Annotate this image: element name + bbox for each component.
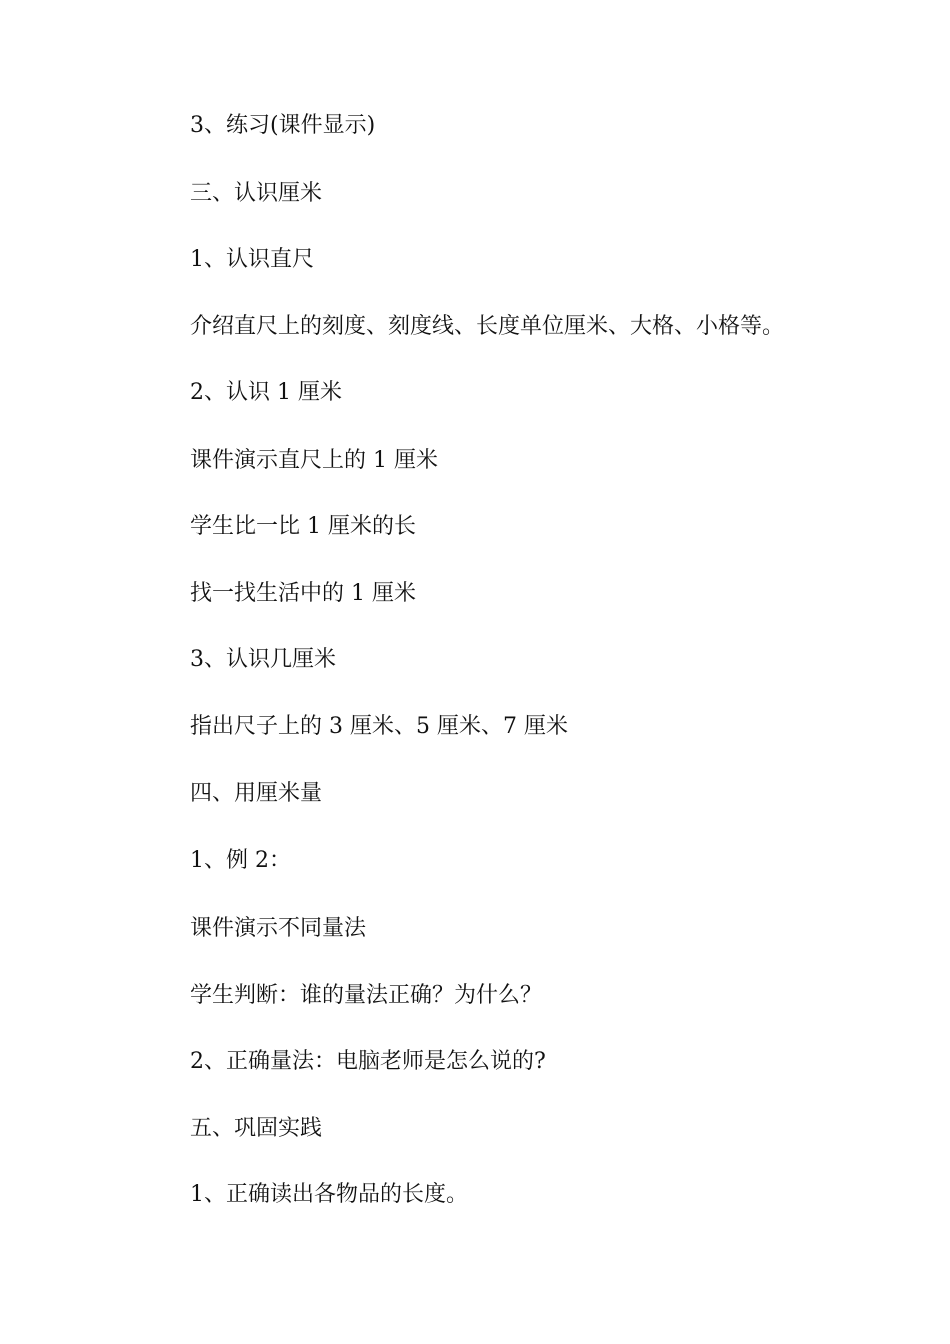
section-item-read-lengths: 1、正确读出各物品的长度。 xyxy=(190,1182,468,1207)
section-item-know-several-cm: 3、认识几厘米 xyxy=(190,647,336,672)
paragraph-point-out-cm: 指出尺子上的 3 厘米、5 厘米、7 厘米 xyxy=(190,714,568,739)
section-item-correct-method: 2、正确量法：电脑老师是怎么说的? xyxy=(190,1049,546,1074)
paragraph-student-judge: 学生判断：谁的量法正确？为什么？ xyxy=(190,983,543,1008)
paragraph-find-1cm: 找一找生活中的 1 厘米 xyxy=(190,581,416,606)
paragraph-compare-1cm: 学生比一比 1 厘米的长 xyxy=(190,514,416,539)
section-item-know-1cm: 2、认识 1 厘米 xyxy=(190,380,342,405)
paragraph-demo-1cm: 课件演示直尺上的 1 厘米 xyxy=(190,448,438,473)
section-heading-know-centimeter: 三、认识厘米 xyxy=(190,181,323,206)
paragraph-demo-methods: 课件演示不同量法 xyxy=(190,916,367,941)
section-item-practice: 3、练习(课件显示) xyxy=(190,113,376,138)
section-heading-practice: 五、巩固实践 xyxy=(190,1116,323,1141)
paragraph-ruler-intro: 介绍直尺上的刻度、刻度线、长度单位厘米、大格、小格等。 xyxy=(190,314,785,339)
section-item-know-ruler: 1、认识直尺 xyxy=(190,247,314,272)
section-heading-measure: 四、用厘米量 xyxy=(190,781,323,806)
section-item-example-2: 1、例 2： xyxy=(190,848,291,873)
